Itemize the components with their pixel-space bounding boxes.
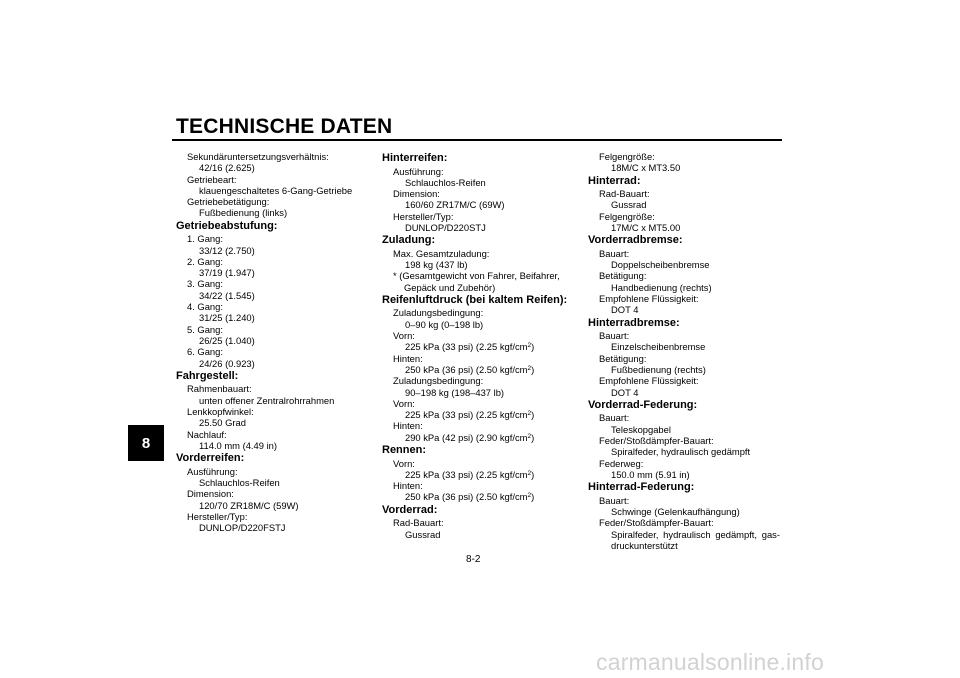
spec-value: Einzelscheibenbremse bbox=[611, 341, 706, 353]
header-rule bbox=[172, 139, 782, 141]
spec-label: Rad-Bauart: bbox=[599, 188, 650, 200]
spec-value: klauengeschaltetes 6-Gang-Getriebe bbox=[199, 184, 353, 196]
spec-value: 250 kPa (36 psi) (2.50 kgf/$cm^2$) bbox=[405, 363, 535, 375]
section-heading: Hinterradbremse: bbox=[588, 316, 680, 329]
spec-value: 33/12 (2.750) bbox=[199, 244, 255, 256]
spec-label: Getriebebetätigung: bbox=[187, 196, 270, 208]
spec-label: Felgengröße: bbox=[599, 151, 655, 162]
spec-label: Vorn: bbox=[393, 330, 415, 342]
spec-label: 3. Gang: bbox=[187, 278, 223, 290]
spec-value: Spiralfeder, hydraulisch gedämpft, gas-druckunterstützt bbox=[611, 528, 780, 551]
spec-label: Bauart: bbox=[599, 330, 630, 342]
spec-label: Empfohlene Flüssigkeit: bbox=[599, 292, 699, 304]
spec-value: 17M/C x MT5.00 bbox=[611, 221, 681, 233]
section-heading: Reifenluftdruck (bei kaltem Reifen): bbox=[382, 293, 568, 306]
chapter-tab: 8 bbox=[128, 425, 164, 461]
section-heading: Vorderradbremse: bbox=[588, 234, 683, 247]
spec-value: 34/22 (1.545) bbox=[199, 289, 255, 301]
spec-label: Hinten: bbox=[393, 420, 423, 432]
spec-value: DUNLOP/D220FSTJ bbox=[199, 522, 286, 534]
spec-value: Schlauchlos-Reifen bbox=[405, 176, 486, 188]
section-heading: Hinterreifen: bbox=[382, 152, 448, 164]
spec-label: Bauart: bbox=[599, 494, 630, 506]
spec-value: 37/19 (1.947) bbox=[199, 267, 255, 279]
spec-value: 225 kPa (33 psi) (2.25 kgf/$cm^2$) bbox=[405, 409, 535, 421]
spec-label: Betätigung: bbox=[599, 352, 647, 364]
spec-value: Doppelscheibenbremse bbox=[611, 259, 710, 271]
page-title: TECHNISCHE DATEN bbox=[176, 115, 393, 138]
spec-label: 5. Gang: bbox=[187, 323, 223, 335]
spec-value: Gussrad bbox=[611, 199, 647, 211]
spec-value: 225 kPa (33 psi) (2.25 kgf/$cm^2$) bbox=[405, 468, 535, 480]
spec-label: Hersteller/Typ: bbox=[393, 210, 454, 222]
spec-label: Federweg: bbox=[599, 457, 644, 469]
spec-value: Teleskopgabel bbox=[611, 423, 671, 435]
spec-value: 90–198 kg (198–437 lb) bbox=[405, 386, 505, 398]
spec-value: DOT 4 bbox=[611, 304, 639, 316]
spec-value: DUNLOP/D220STJ bbox=[405, 221, 486, 233]
spec-label: Sekundäruntersetzungsverhältnis: bbox=[187, 151, 329, 162]
spec-value: 25.50 Grad bbox=[199, 417, 246, 429]
spec-label: Zuladungsbedingung: bbox=[393, 307, 484, 319]
spec-value: 120/70 ZR18M/C (59W) bbox=[199, 499, 299, 511]
spec-label: Ausführung: bbox=[187, 465, 238, 477]
spec-label: Zuladungsbedingung: bbox=[393, 375, 484, 387]
spec-value: 26/25 (1.040) bbox=[199, 334, 255, 346]
spec-value: Spiralfeder, hydraulisch gedämpft bbox=[611, 446, 751, 458]
spec-value: Gussrad bbox=[405, 528, 441, 540]
spec-value: 250 kPa (36 psi) (2.50 kgf/$cm^2$) bbox=[405, 491, 535, 503]
spec-value: DOT 4 bbox=[611, 386, 639, 398]
spec-label: 6. Gang: bbox=[187, 346, 223, 358]
spec-value: 114.0 mm (4.49 in) bbox=[199, 439, 277, 451]
spec-label: Dimension: bbox=[393, 188, 440, 200]
spec-label: Bauart: bbox=[599, 247, 630, 259]
spec-value: unten offener Zentralrohrrahmen bbox=[199, 394, 335, 406]
spec-label: 2. Gang: bbox=[187, 255, 223, 267]
spec-column-2 bbox=[382, 151, 572, 540]
section-heading: Hinterrad: bbox=[588, 174, 641, 187]
spec-value: 31/25 (1.240) bbox=[199, 312, 255, 324]
spec-label: Dimension: bbox=[187, 488, 234, 500]
spec-label: Vorn: bbox=[393, 457, 415, 469]
spec-label: Betätigung: bbox=[599, 270, 647, 282]
spec-label: Empfohlene Flüssigkeit: bbox=[599, 375, 699, 387]
spec-label: 4. Gang: bbox=[187, 301, 223, 313]
spec-value: 24/26 (0.923) bbox=[199, 357, 255, 369]
spec-label: Felgengröße: bbox=[599, 210, 655, 222]
spec-value: Fußbedienung (rechts) bbox=[611, 363, 706, 375]
spec-value: 160/60 ZR17M/C (69W) bbox=[405, 199, 505, 211]
spec-label: Bauart: bbox=[599, 412, 630, 424]
spec-note: Gepäck und Zubehör) bbox=[404, 281, 496, 293]
spec-column-1 bbox=[176, 151, 360, 533]
spec-label: Hinten: bbox=[393, 352, 423, 364]
section-heading: Rennen: bbox=[382, 444, 426, 457]
watermark: carmanualsonline.info bbox=[596, 649, 824, 675]
spec-value: Schlauchlos-Reifen bbox=[199, 476, 280, 488]
spec-label: Nachlauf: bbox=[187, 428, 227, 440]
spec-value: 198 kg (437 lb) bbox=[405, 259, 468, 271]
spec-label: Ausführung: bbox=[393, 165, 444, 177]
spec-label: Getriebeart: bbox=[187, 173, 237, 185]
section-heading: Fahrgestell: bbox=[176, 369, 239, 382]
spec-value: 0–90 kg (0–198 lb) bbox=[405, 318, 484, 330]
spec-value: 18M/C x MT3.50 bbox=[611, 162, 681, 174]
section-heading: Zuladung: bbox=[382, 234, 436, 247]
spec-value: Handbedienung (rechts) bbox=[611, 281, 712, 293]
page-number: 8-2 bbox=[466, 554, 481, 565]
spec-label: Hinten: bbox=[393, 480, 423, 492]
spec-value: 42/16 (2.625) bbox=[199, 162, 255, 174]
spec-value: Fußbedienung (links) bbox=[199, 207, 288, 219]
section-heading: Vorderrad-Federung: bbox=[588, 398, 698, 411]
section-heading: Getriebeabstufung: bbox=[176, 219, 278, 232]
spec-label: Feder/Stoßdämpfer-Bauart: bbox=[599, 434, 714, 446]
spec-label: Lenkkopfwinkel: bbox=[187, 405, 254, 417]
section-heading: Vorderrad: bbox=[382, 503, 438, 516]
spec-label: Max. Gesamtzuladung: bbox=[393, 247, 490, 259]
spec-value: 290 kPa (42 psi) (2.90 kgf/$cm^2$) bbox=[405, 431, 535, 443]
spec-column-3 bbox=[588, 151, 780, 551]
spec-label: Vorn: bbox=[393, 397, 415, 409]
spec-label: Rad-Bauart: bbox=[393, 517, 444, 529]
spec-value: Schwinge (Gelenkaufhängung) bbox=[611, 505, 740, 517]
spec-label: 1. Gang: bbox=[187, 233, 223, 245]
spec-note: * (Gesamtgewicht von Fahrer, Beifahrer, bbox=[393, 270, 560, 282]
spec-label: Hersteller/Typ: bbox=[187, 510, 248, 522]
spec-value: 150.0 mm (5.91 in) bbox=[611, 468, 690, 480]
spec-value: 225 kPa (33 psi) (2.25 kgf/$cm^2$) bbox=[405, 341, 535, 353]
section-heading: Hinterrad-Federung: bbox=[588, 481, 695, 494]
section-heading: Vorderreifen: bbox=[176, 452, 245, 465]
spec-label: Rahmenbauart: bbox=[187, 383, 252, 395]
spec-label: Feder/Stoßdämpfer-Bauart: bbox=[599, 517, 714, 529]
